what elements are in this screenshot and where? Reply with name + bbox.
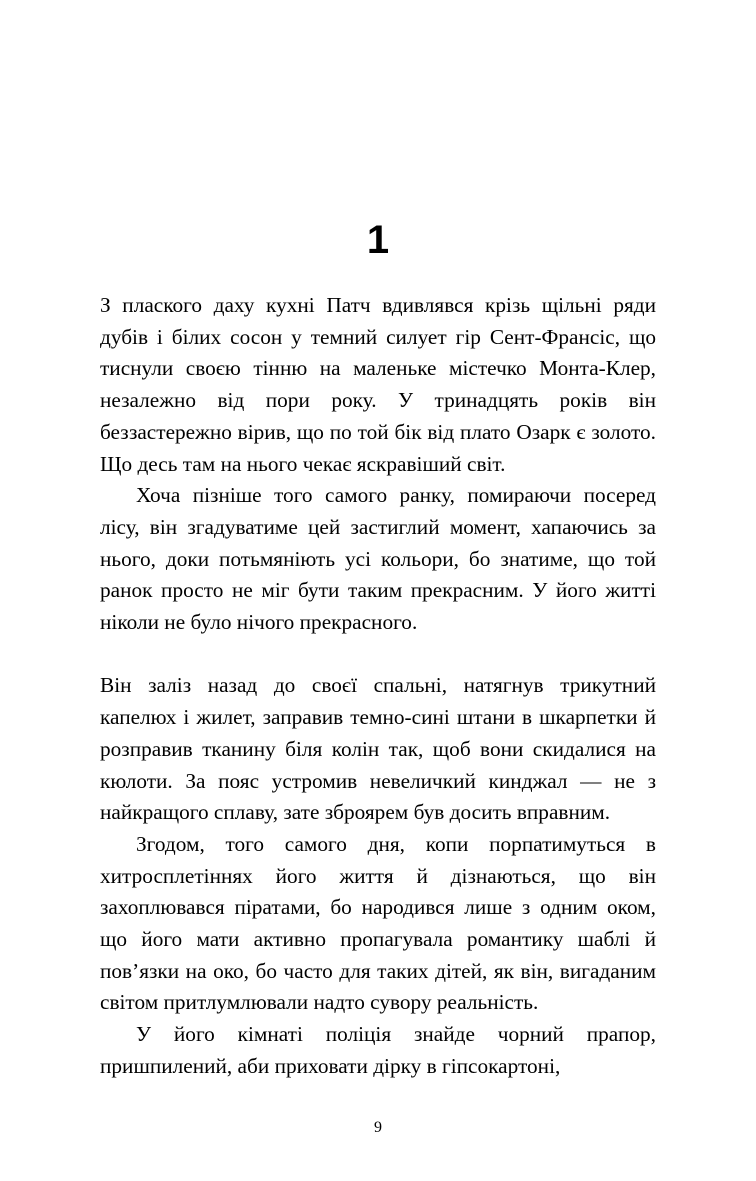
page-number: 9 (374, 1119, 382, 1136)
paragraph: З плаского даху кухні Патч вдивлявся крізь щільні ряди дубів і білих сосон у темний силует гір Сент-Франсіс, що тиснули своєю тінню на маленьке містечко Монта-Клер, незалежно від пори року. У тринадцять років він беззастережно вірив, що по той бік від плато Озарк є золото. Що десь там на нього чекає яскравіший світ. (100, 293, 656, 476)
paragraph: Згодом, того самого дня, копи порпатимуться в хитросплетіннях його життя й дізнаються, що він захоплювався піратами, бо народився лише з одним оком, що його мати активно пропагувала романтику шаблі й пов’язки на око, бо часто для таких дітей, як він, вигаданим світом притлумлювали надто сувору реальність. (100, 831, 656, 1015)
paragraph: Він заліз назад до своєї спальні, натягнув трикутний капелюх і жилет, заправив темно-сині штани в шкарпетки й розправив тканину біля колін так, щоб вони скидалися на кюлоти. За пояс устромив невеличкий кинджал — не з найкращого сплаву, зате зброярем був досить вправним. (100, 673, 656, 825)
paragraph: Хоча пізніше того самого ранку, помираючи посеред лісу, він згадуватиме цей застиглий момент, хапаючись за нього, доки потьмяніють усі кольори, бо знатиме, що той ранок просто не міг бути таким прекрасним. У його житті ніколи не було нічого прекрасного. (100, 483, 656, 635)
paragraph: У його кімнаті поліція знайде чорний прапор, пришпилений, аби приховати дірку в гіпсокартоні, (100, 1022, 656, 1078)
chapter-number-heading: 1 (366, 218, 390, 262)
body-text-column (100, 290, 656, 1083)
